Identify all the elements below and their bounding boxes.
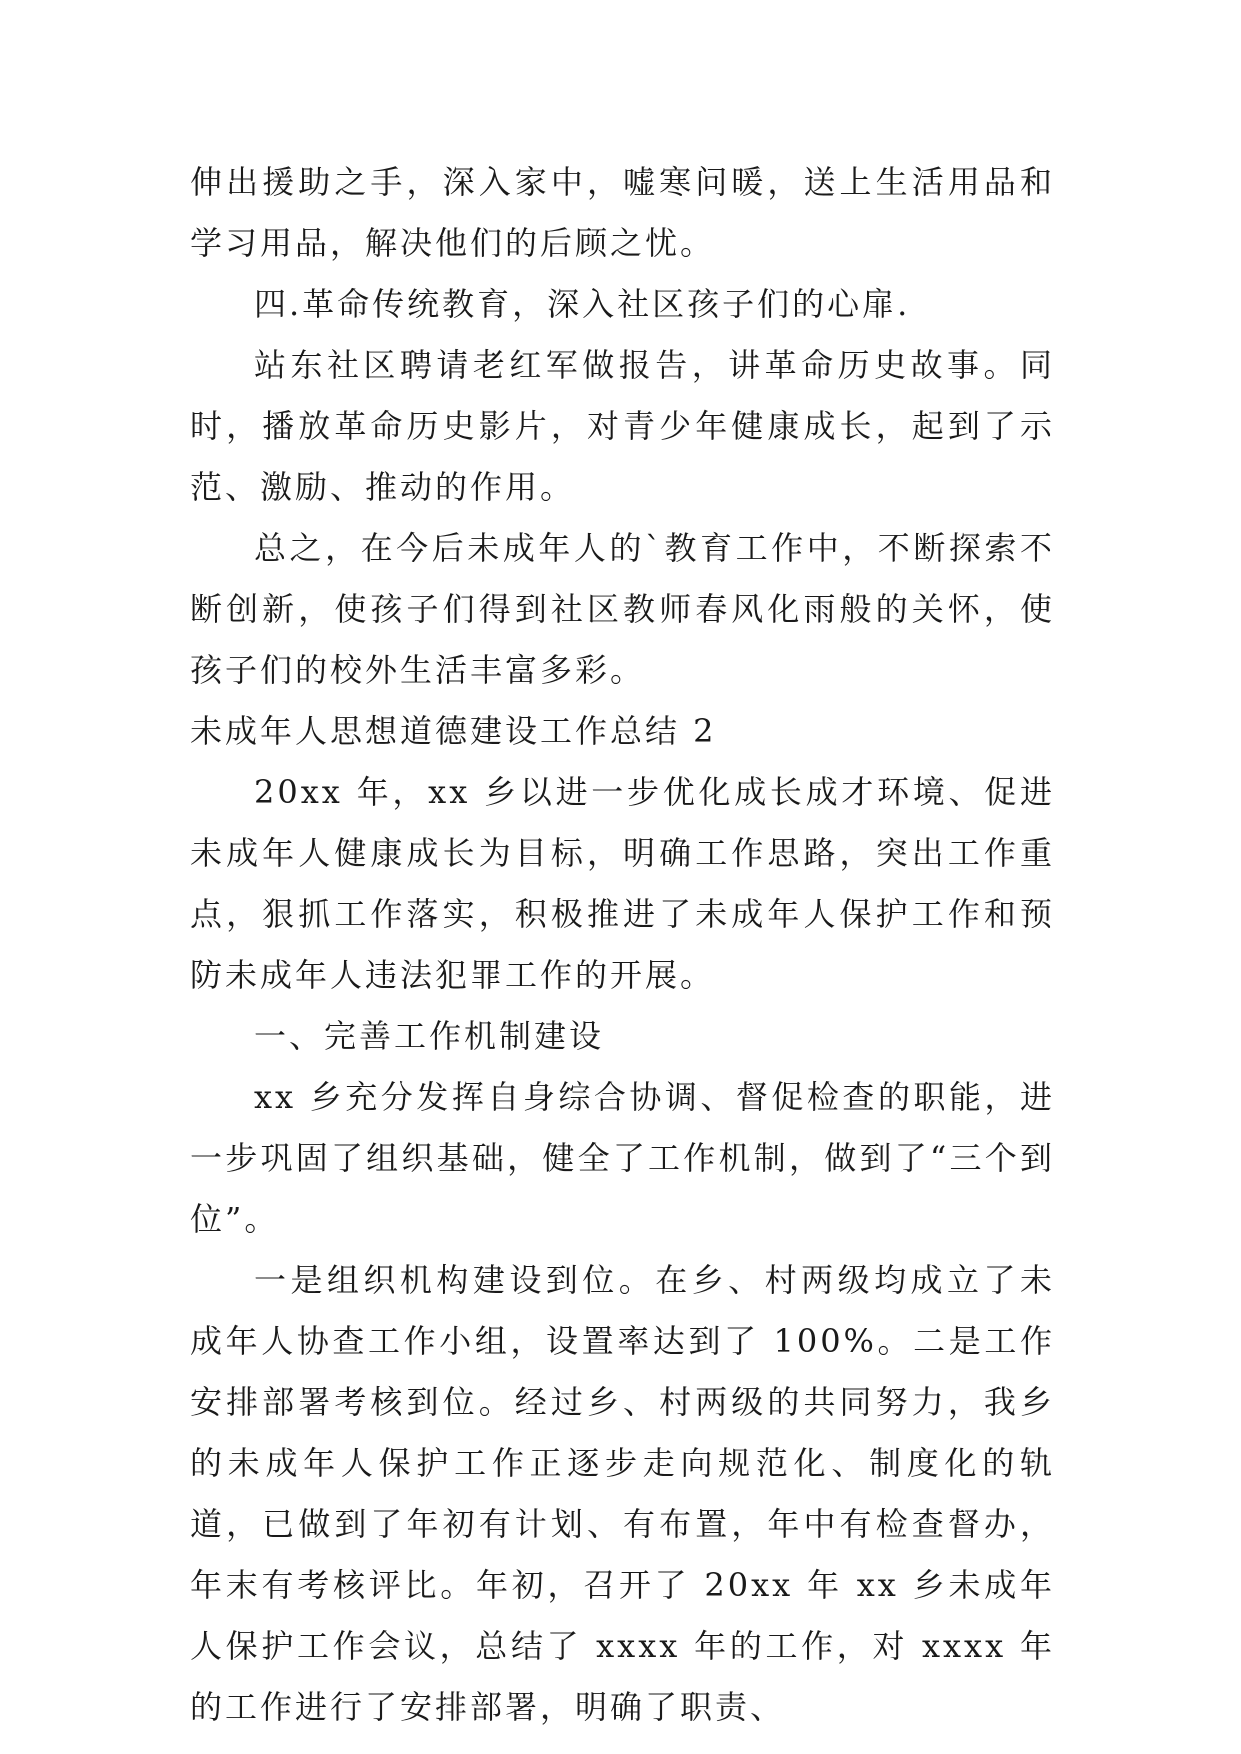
paragraph-conclusion: 总之，在今后未成年人的`教育工作中，不断探索不断创新，使孩子们得到社区教师春风化雨般的关怀，使孩子们的校外生活丰富多彩。 <box>190 529 1055 689</box>
paragraph-red-army-report: 站东社区聘请老红军做报告，讲革命历史故事。同时，播放革命历史影片，对青少年健康成长，起到了示范、激励、推动的作用。 <box>190 346 1055 506</box>
paragraph-intro: 20xx 年，xx 乡以进一步优化成长成才环境、促进未成年人健康成长为目标，明确工作思路，突出工作重点，狠抓工作落实，积极推进了未成年人保护工作和预防未成年人违法犯罪工作的开展。 <box>190 773 1055 994</box>
paragraph-organization: 一是组织机构建设到位。在乡、村两级均成立了未成年人协查工作小组，设置率达到了 100%。二是工作安排部署考核到位。经过乡、村两级的共同努力，我乡的未成年人保护工作正逐步走向规范化、制度化的轨道，已做到了年初有计划、有布置，年中有检查督办，年末有考核评比。年初，召开了 20xx 年 xx 乡未成年人保护工作会议，总结了 xxxx 年的工作，对 xxxx 年的工作进行了安排部署，明确了职责、 <box>190 1261 1055 1726</box>
section-heading-mechanism: 一、完善工作机制建设 <box>254 1017 605 1055</box>
paragraph-continuation: 伸出援助之手，深入家中，嘘寒问暖，送上生活用品和学习用品，解决他们的后顾之忧。 <box>190 163 1055 262</box>
section-heading-revolution-education: 四.革命传统教育，深入社区孩子们的心扉. <box>254 285 911 323</box>
document-body <box>190 152 1055 1738</box>
document-title-2: 未成年人思想道德建设工作总结 2 <box>190 712 717 750</box>
paragraph-coordination: xx 乡充分发挥自身综合协调、督促检查的职能，进一步巩固了组织基础，健全了工作机制，做到了“三个到位”。 <box>190 1078 1055 1238</box>
